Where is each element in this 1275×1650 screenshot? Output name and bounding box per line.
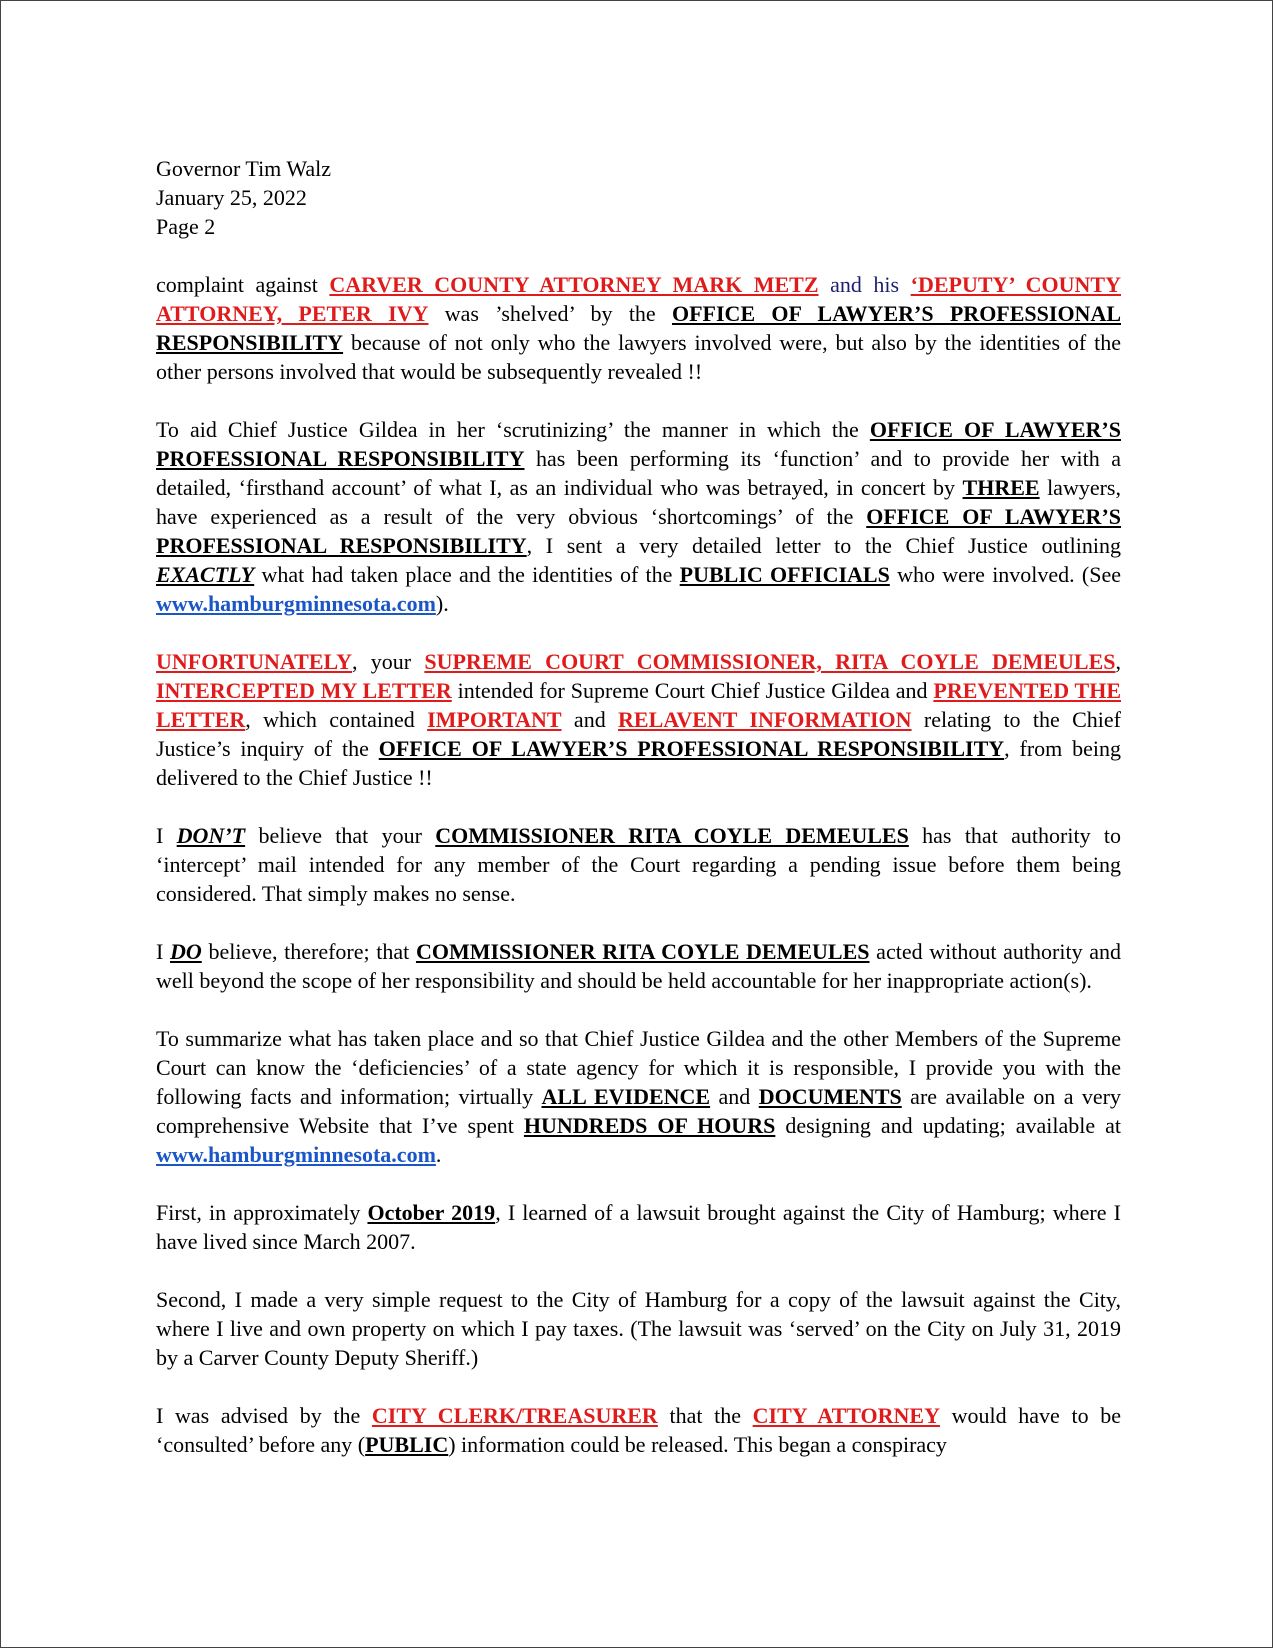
emphasis-three: THREE (962, 475, 1040, 500)
emphasis-october-2019: October 2019 (367, 1200, 496, 1225)
emphasis-public-officials: PUBLIC OFFICIALS (679, 562, 890, 587)
emphasis-do: DO (170, 939, 202, 964)
header-page-number: Page 2 (156, 214, 216, 239)
paragraph-8: Second, I made a very simple request to the City of Hamburg for a copy of the lawsuit against the City, where I live and own property on which I pay taxes. (The lawsuit was ‘served’ on the City on July 31, 2019 by a Carver County Deputy Sheriff.) (156, 1287, 1121, 1370)
emphasis-olpr: OFFICE OF LAWYER’S PROFESSIONAL RESPONSIBILITY (156, 504, 1122, 558)
emphasis-prevented: PREVENTED THE LETTER (156, 678, 1121, 732)
emphasis-intercepted: INTERCEPTED MY LETTER (156, 678, 452, 703)
emphasis-olpr: OFFICE OF LAWYER’S PROFESSIONAL RESPONSIBILITY (156, 301, 1122, 355)
emphasis-all-evidence: ALL EVIDENCE (541, 1084, 711, 1109)
paragraph-3: UNFORTUNATELY, your SUPREME COURT COMMISSIONER, RITA COYLE DEMEULES, INTERCEPTED MY LETTER intended for Supreme Court Chief Justice Gildea and PREVENTED THE LETTER, which contained IMPORTANT and RELAVENT INFORMATION relating to the Chief Justice’s inquiry of the OFFICE OF LAWYER’S PROFESSIONAL RESPONSIBILITY, from being delivered to the Chief Justice !! (156, 649, 1122, 790)
emphasis-exactly: EXACTLY (156, 562, 255, 587)
letter-body (156, 270, 1121, 1459)
paragraph-1: complaint against CARVER COUNTY ATTORNEY MARK METZ and his ‘DEPUTY’ COUNTY ATTORNEY, PETER IVY was ’shelved’ by the OFFICE OF LAWYER’S PROFESSIONAL RESPONSIBILITY because of not only who the lawyers involved were, but also by the identities of the other persons involved that would be subsequently revealed !! (156, 272, 1122, 384)
emphasis-hundreds-of-hours: HUNDREDS OF HOURS (523, 1113, 776, 1138)
emphasis-commissioner: COMMISSIONER RITA COYLE DEMEULES (435, 823, 909, 848)
emphasis-city-attorney: CITY ATTORNEY (752, 1403, 940, 1428)
emphasis-olpr: OFFICE OF LAWYER’S PROFESSIONAL RESPONSIBILITY (378, 736, 1005, 761)
paragraph-4: I DON’T believe that your COMMISSIONER RITA COYLE DEMEULES has that authority to ‘intercept’ mail intended for any member of the Court regarding a pending issue before them being considered. That simply makes no sense. (156, 823, 1122, 906)
emphasis-unfortunately: UNFORTUNATELY (156, 649, 353, 674)
header-recipient: Governor Tim Walz (156, 156, 332, 181)
emphasis-documents: DOCUMENTS (758, 1084, 902, 1109)
emphasis-commissioner: COMMISSIONER RITA COYLE DEMEULES (415, 939, 870, 964)
emphasis-carver-county-attorney: CARVER COUNTY ATTORNEY MARK METZ (329, 272, 819, 297)
header-date: January 25, 2022 (156, 185, 307, 210)
letter-header (156, 154, 1121, 241)
paragraph-2: To aid Chief Justice Gildea in her ‘scrutinizing’ the manner in which the OFFICE OF LAWYER’S PROFESSIONAL RESPONSIBILITY has been performing its ‘function’ and to provide her with a detailed, ‘firsthand account’ of what I, as an individual who was betrayed, in concert by THREE lawyers, have experienced as a result of the very obvious ‘shortcomings’ of the OFFICE OF LAWYER’S PROFESSIONAL RESPONSIBILITY, I sent a very detailed letter to the Chief Justice outlining EXACTLY what had taken place and the identities of the PUBLIC OFFICIALS who were involved. (See www.hamburgminnesota.com). (156, 417, 1122, 616)
emphasis-public: PUBLIC (365, 1432, 449, 1457)
paragraph-5: I DO believe, therefore; that COMMISSIONER RITA COYLE DEMEULES acted without authority and well beyond the scope of her responsibility and should be held accountable for her inappropriate action(s). (156, 939, 1122, 993)
paragraph-7: First, in approximately October 2019, I learned of a lawsuit brought against the City of Hamburg; where I have lived since March 2007. (156, 1200, 1121, 1254)
emphasis-relavent-information: RELAVENT INFORMATION (618, 707, 912, 732)
emphasis-commissioner: SUPREME COURT COMMISSIONER, RITA COYLE DEMEULES (424, 649, 1116, 674)
emphasis-olpr: OFFICE OF LAWYER’S PROFESSIONAL RESPONSIBILITY (156, 417, 1121, 471)
paragraph-9: I was advised by the CITY CLERK/TREASURER that the CITY ATTORNEY would have to be ‘consulted’ before any (PUBLIC) information could be released. This began a conspiracy (156, 1403, 1122, 1457)
emphasis-dont: DON’T (176, 823, 246, 848)
emphasis-deputy-county-attorney: ‘DEPUTY’ COUNTY ATTORNEY, PETER IVY (156, 272, 1121, 326)
emphasis-important: IMPORTANT (427, 707, 562, 732)
website-link[interactable]: www.hamburgminnesota.com (156, 591, 436, 616)
emphasis-city-clerk-treasurer: CITY CLERK/TREASURER (371, 1403, 658, 1428)
paragraph-6: To summarize what has taken place and so that Chief Justice Gildea and the other Members of the Supreme Court can know the ‘deficiencies’ of a state agency for which it is responsible, I provide you with the following facts and information; virtually ALL EVIDENCE and DOCUMENTS are available on a very comprehensive Website that I’ve spent HUNDREDS OF HOURS designing and updating; available at www.hamburgminnesota.com. (156, 1026, 1122, 1167)
letter-content (156, 154, 1121, 1488)
website-link[interactable]: www.hamburgminnesota.com (156, 1142, 436, 1167)
